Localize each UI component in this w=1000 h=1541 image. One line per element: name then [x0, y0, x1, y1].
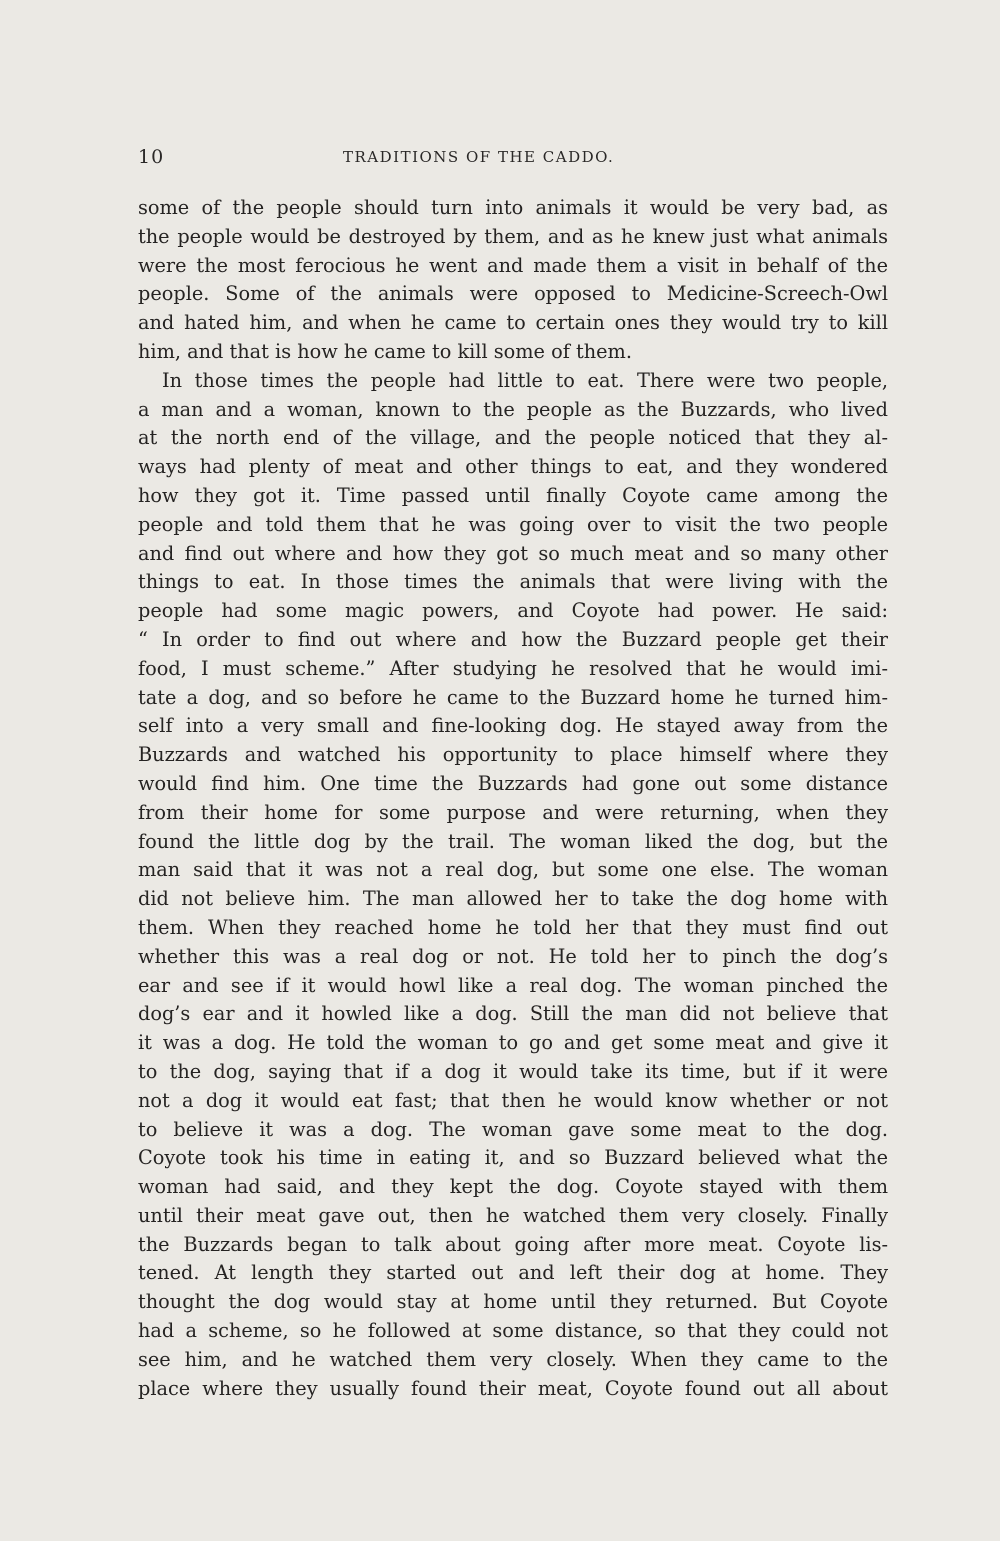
text-line: until their meat gave out, then he watched them very closely. Finally	[138, 1203, 888, 1227]
text-line: whether this was a real dog or not. He told her to pinch the dog’s	[138, 944, 888, 968]
text-line: Coyote took his time in eating it, and so Buzzard believed what the	[138, 1146, 888, 1170]
text-line: In those times the people had little to eat. There were two people,	[162, 368, 888, 392]
text-line: to the dog, saying that if a dog it would take its time, but if it were	[138, 1059, 888, 1083]
text-line: people and told them that he was going over to visit the two people	[138, 512, 888, 536]
text-line: Buzzards and watched his opportunity to place himself where they	[138, 743, 888, 767]
text-line: were the most ferocious he went and made them a visit in behalf of the	[138, 253, 888, 277]
text-line: food, I must scheme.” After studying he resolved that he would imi-	[138, 656, 888, 680]
text-line: did not believe him. The man allowed her to take the dog home with	[138, 887, 888, 911]
text-line: at the north end of the village, and the people noticed that they al-	[138, 426, 888, 450]
text-line: see him, and he watched them very closely. When they came to the	[138, 1347, 888, 1371]
text-line: self into a very small and fine-looking dog. He stayed away from the	[138, 714, 888, 738]
text-line: found the little dog by the trail. The woman liked the dog, but the	[138, 829, 888, 853]
text-line: thought the dog would stay at home until they returned. But Coyote	[138, 1290, 888, 1314]
text-line: ear and see if it would howl like a real dog. The woman pinched the	[138, 973, 888, 997]
text-line: people. Some of the animals were opposed to Medicine-Screech-Owl	[138, 282, 888, 306]
text-line: from their home for some purpose and were returning, when they	[138, 800, 888, 824]
text-line: it was a dog. He told the woman to go and get some meat and give it	[138, 1031, 888, 1055]
text-line: not a dog it would eat fast; that then he would know whether or not	[138, 1088, 888, 1112]
text-line: how they got it. Time passed until finally Coyote came among the	[138, 483, 888, 507]
text-line: woman had said, and they kept the dog. Coyote stayed with them	[138, 1175, 888, 1199]
text-line: tened. At length they started out and left their dog at home. They	[138, 1261, 888, 1285]
text-line: man said that it was not a real dog, but some one else. The woman	[138, 858, 888, 882]
text-line: would find him. One time the Buzzards had gone out some distance	[138, 771, 888, 795]
running-head: TRADITIONS OF THE CADDO.	[343, 148, 615, 166]
text-line: to believe it was a dog. The woman gave some meat to the dog.	[138, 1117, 888, 1141]
text-line: “ In order to find out where and how the Buzzard people get their	[138, 627, 888, 651]
page-number: 10	[138, 146, 165, 168]
text-line: some of the people should turn into animals it would be very bad, as	[138, 196, 888, 219]
text-line: him, and that is how he came to kill some of them.	[138, 339, 632, 363]
text-line: and hated him, and when he came to certain ones they would try to kill	[138, 311, 888, 335]
text-line: dog’s ear and it howled like a dog. Still the man did not believe that	[138, 1002, 888, 1026]
text-line: the people would be destroyed by them, and as he knew just what animals	[138, 224, 888, 248]
text-line: tate a dog, and so before he came to the Buzzard home he turned him-	[138, 685, 888, 709]
page-header	[138, 146, 888, 174]
text-line: the Buzzards began to talk about going after more meat. Coyote lis-	[138, 1232, 888, 1256]
text-line: ways had plenty of meat and other things to eat, and they wondered	[138, 455, 888, 479]
text-line: people had some magic powers, and Coyote had power. He said:	[138, 599, 888, 623]
text-line: place where they usually found their meat, Coyote found out all about	[138, 1376, 888, 1400]
text-line: them. When they reached home he told her that they must find out	[138, 915, 888, 939]
text-line: had a scheme, so he followed at some distance, so that they could not	[138, 1319, 888, 1343]
text-line: things to eat. In those times the animals that were living with the	[138, 570, 888, 594]
text-line: and find out where and how they got so much meat and so many other	[138, 541, 888, 565]
text-line: a man and a woman, known to the people as the Buzzards, who lived	[138, 397, 888, 421]
body-text	[138, 194, 888, 1403]
